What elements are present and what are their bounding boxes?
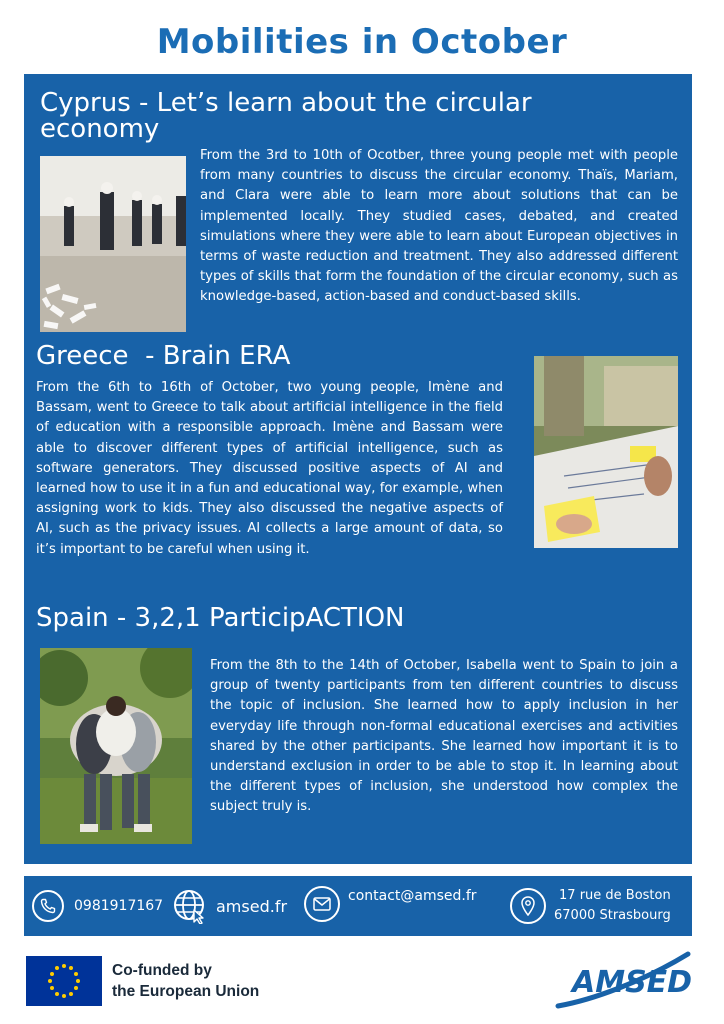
eu-flag (26, 956, 102, 1006)
mail-icon (304, 886, 340, 922)
contact-phone-text: 0981917167 (74, 898, 164, 914)
photo-greece-brainstorm (534, 356, 678, 548)
amsed-logo (552, 948, 692, 1010)
eu-cofunded-line1: Co-funded by (112, 962, 212, 979)
section-heading-cyprus-line1: Cyprus - Let’s learn about the circular (40, 88, 532, 118)
location-icon (510, 888, 546, 924)
page-title: Mobilities in October (156, 22, 568, 62)
section-heading-cyprus (40, 90, 680, 142)
eu-cofunded-label (112, 960, 259, 1002)
section-body-cyprus: From the 3rd to 10th of Ocotber, three young people met with people from many countries to discuss the circular economy. Thaïs, Mariam, and Clara were able to learn more about solutions that can be implemented locally. They studied cases, debated, and created simulations where they were able to learn about European objectives in terms of waste reduction and treatment. They also addressed different types of skills that form the foundation of the circular economy, such as knowledge-based, action-based and conduct-based skills. (200, 148, 678, 305)
globe-icon (172, 888, 208, 924)
contact-address (510, 886, 671, 926)
amsed-logo-text: AMSED (572, 965, 692, 1000)
section-heading-cyprus-line2: economy (40, 114, 160, 144)
photo-cyprus-workshop (40, 156, 186, 332)
contact-address-line2: 67000 Strasbourg (554, 908, 671, 923)
eu-stars-icon (26, 956, 102, 1006)
contact-address-text (554, 886, 671, 926)
section-body-greece: From the 6th to 16th of October, two young people, Imène and Bassam, went to Greece to talk about artificial intelligence in the field of education with a responsible approach. Imène and Bassam were able to discover different types of artificial intelligence, such as software generators. They discussed positive aspects of AI and learned how to use it in a fun and educational way, for example, when assigning work to kids. They also discussed the negative aspects of AI, such as the privacy issues. AI collects a large amount of data, so it’s important to be careful when using it. (36, 380, 503, 557)
eu-cofunded-line2: the European Union (112, 983, 260, 1000)
section-heading-greece: Greece - Brain ERA (36, 341, 291, 371)
phone-icon (32, 890, 64, 922)
contact-email-text: contact@amsed.fr (348, 888, 477, 904)
section-body-spain: From the 8th to the 14th of October, Isabella went to Spain to join a group of twenty participants from ten different countries to discuss the topic of inclusion. She learned how to apply inclusion in her everyday life through non-formal educational exercises and activities shared by the other participants. She learned how important it is to understand exclusion in order to be able to stop it. In learning about the different types of inclusion, she understood how complex the subject truly is. (210, 658, 678, 815)
contact-website-text: amsed.fr (216, 896, 288, 916)
section-heading-spain: Spain - 3,2,1 ParticipACTION (36, 603, 405, 633)
contact-address-line1: 17 rue de Boston (559, 888, 671, 903)
contact-email[interactable] (304, 886, 477, 922)
contact-phone[interactable] (32, 890, 163, 922)
contact-website[interactable] (172, 888, 287, 924)
contact-bar (24, 876, 692, 936)
photo-spain-group-hug (40, 648, 192, 844)
